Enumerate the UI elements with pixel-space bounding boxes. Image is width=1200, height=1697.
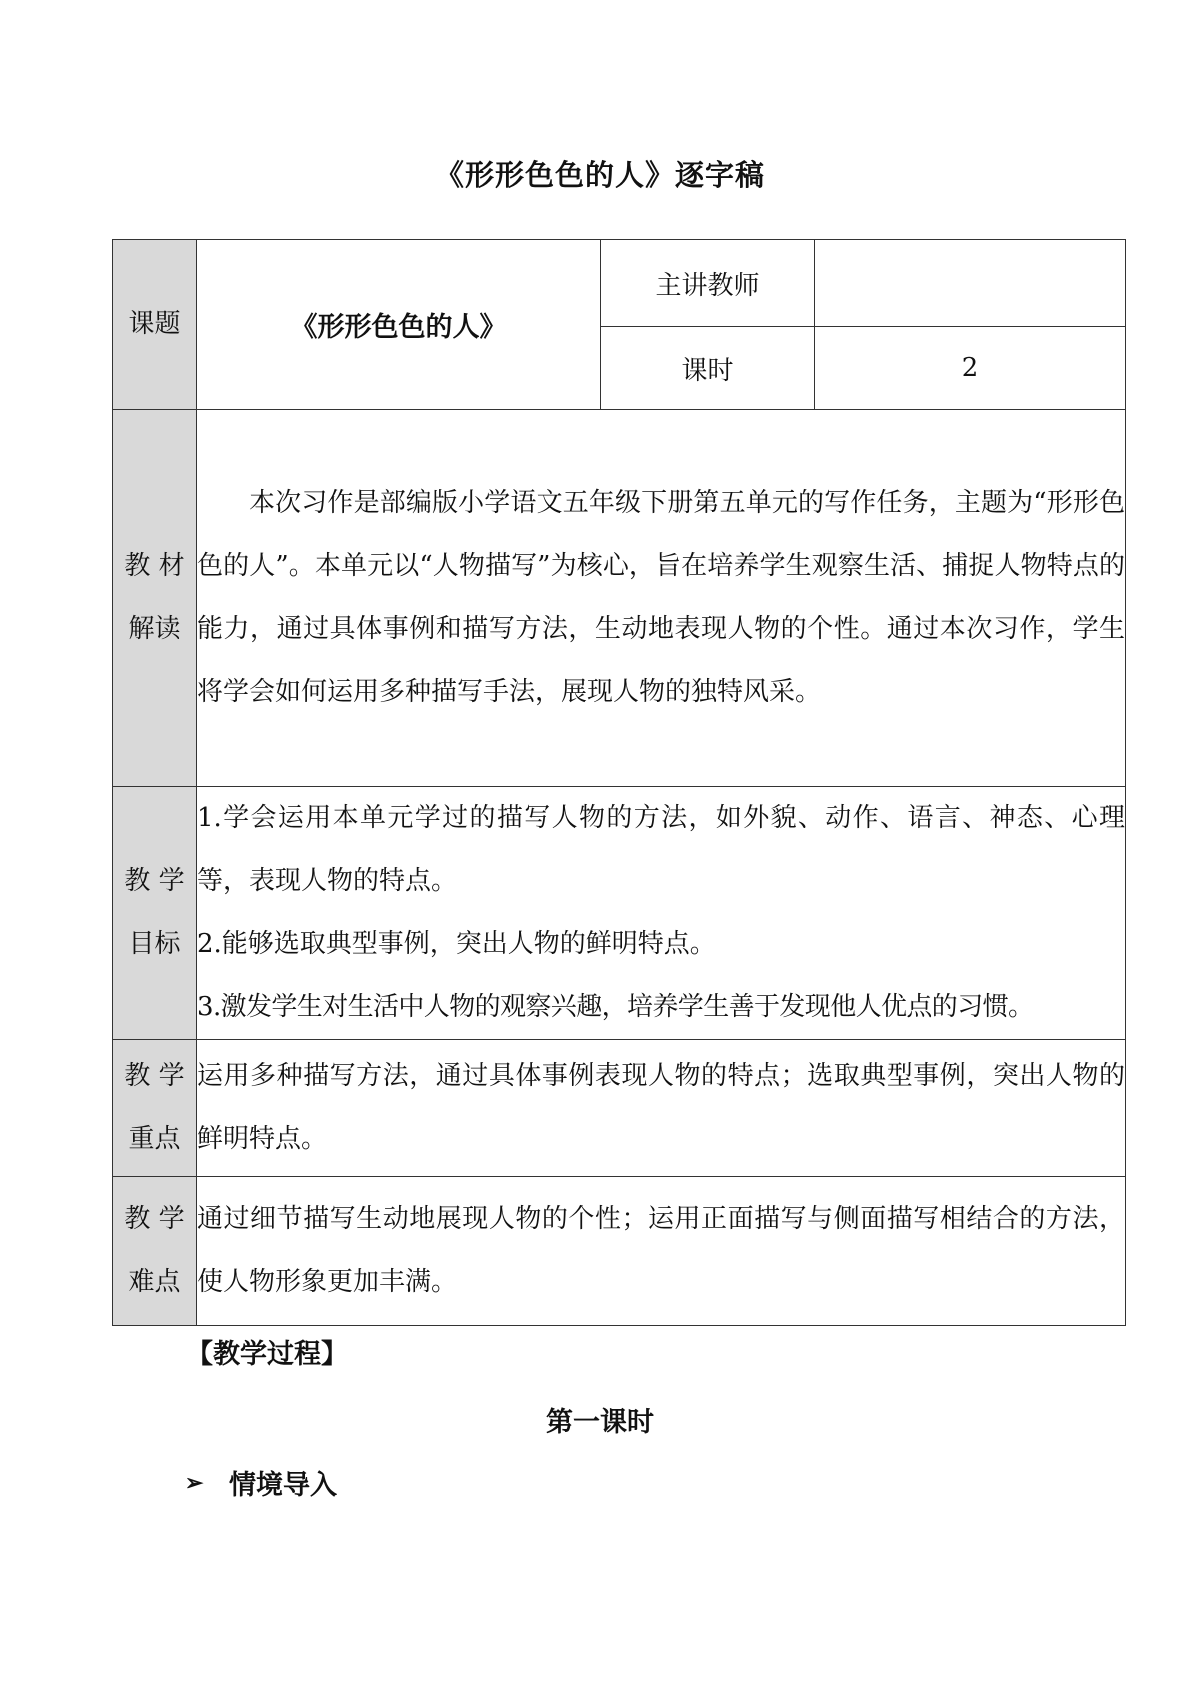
- key-points-text: 运用多种描写方法，通过具体事例表现人物的特点；选取典型事例，突出人物的鲜明特点。: [197, 1061, 1125, 1154]
- goal-item: 2.能够选取典型事例，突出人物的鲜明特点。: [197, 929, 716, 959]
- section-heading: [185, 1463, 337, 1502]
- material-label-line2: 解读: [128, 614, 181, 644]
- teaching-process-heading: 【教学过程】: [186, 1339, 348, 1370]
- hours-value: 2: [815, 327, 1126, 410]
- topic-value: 《形形色色的人》: [197, 240, 601, 410]
- material-text: 本次习作是部编版小学语文五年级下册第五单元的写作任务，主题为“形形色色的人”。本单元以“人物描写”为核心，旨在培养学生观察生活、捕捉人物特点的能力，通过具体事例和描写方法，生动地表现人物的个性。通过本次习作，学生将学会如何运用多种描写手法，展现人物的独特风采。: [197, 488, 1125, 707]
- difficulties-content-cell: [197, 1177, 1126, 1326]
- hours-label: 课时: [601, 327, 815, 410]
- difficulties-text: 通过细节描写生动地展现人物的个性；运用正面描写与侧面描写相结合的方法，使人物形象更加丰满。: [197, 1204, 1125, 1297]
- material-label-cell: [113, 410, 197, 787]
- key-points-label-cell: [113, 1040, 197, 1177]
- difficulties-label-cell: [113, 1177, 197, 1326]
- goals-label-cell: [113, 787, 197, 1040]
- goals-label-line2: 目标: [128, 929, 181, 959]
- goals-content-cell: [197, 787, 1126, 1040]
- material-content-cell: [197, 410, 1126, 787]
- material-label-line1: 教 材: [124, 551, 185, 581]
- section-title: 情境导入: [229, 1470, 337, 1501]
- arrow-bullet-icon: ➢: [185, 1469, 204, 1496]
- topic-label-cell: [113, 240, 197, 410]
- key-points-label-line2: 重点: [128, 1124, 181, 1154]
- key-points-content-cell: [197, 1040, 1126, 1177]
- goal-item: 1.学会运用本单元学过的描写人物的方法，如外貌、动作、语言、神态、心理等，表现人物的特点。: [197, 803, 1125, 896]
- goals-label-line1: 教 学: [124, 866, 185, 896]
- difficulties-label-line2: 难点: [128, 1267, 181, 1297]
- lesson-plan-table: [112, 239, 1126, 1326]
- difficulties-label-line1: 教 学: [124, 1204, 185, 1234]
- goal-item: 3.激发学生对生活中人物的观察兴趣，培养学生善于发现他人优点的习惯。: [197, 992, 1034, 1022]
- teacher-label: 主讲教师: [601, 240, 815, 327]
- topic-label: 课题: [128, 309, 181, 339]
- document-title: 《形形色色的人》逐字稿: [434, 158, 765, 192]
- lesson-title: 第一课时: [546, 1407, 654, 1438]
- key-points-label-line1: 教 学: [124, 1061, 185, 1091]
- teacher-value: [815, 240, 1126, 327]
